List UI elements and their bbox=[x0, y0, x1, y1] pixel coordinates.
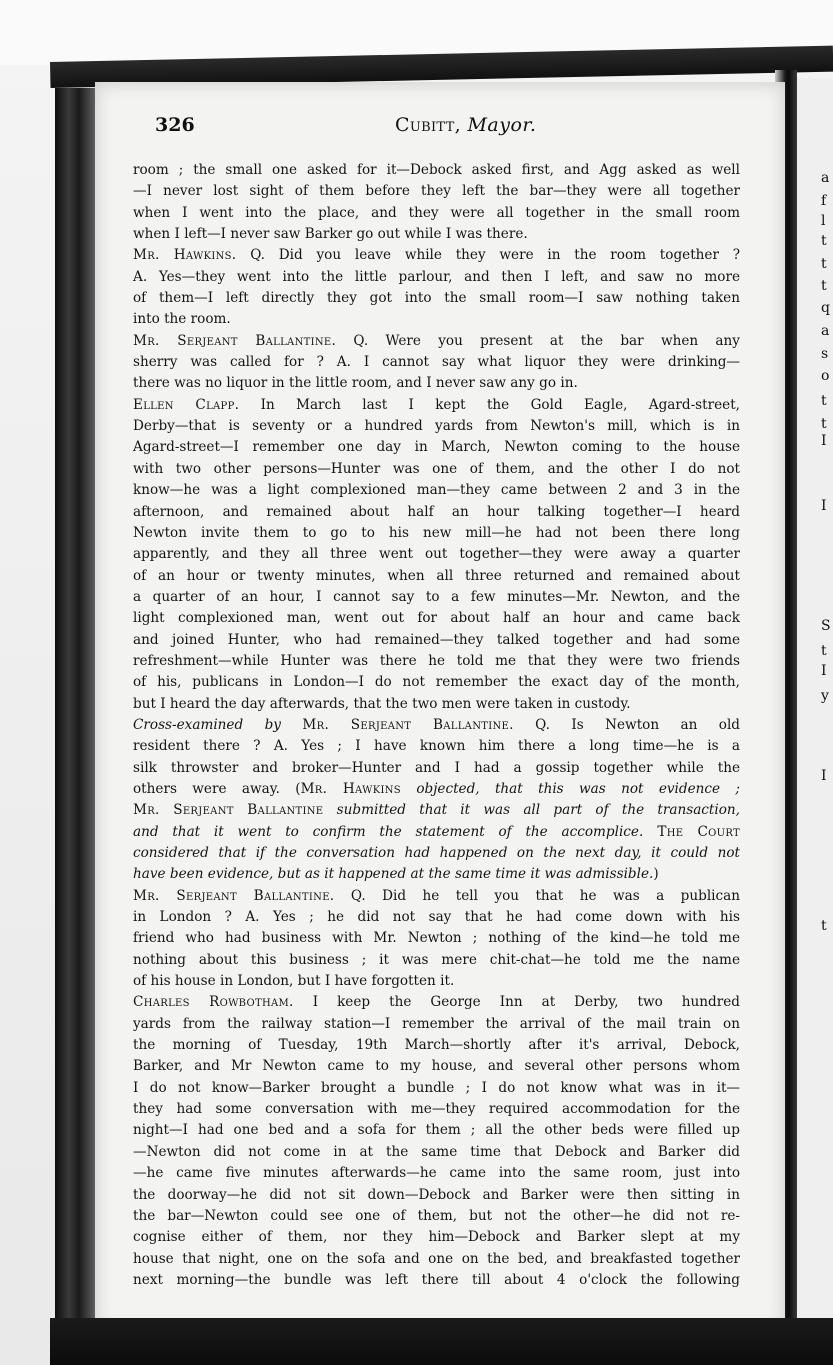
facing-page-fragment: t bbox=[821, 918, 827, 934]
text-line: they had some conversation with me—they required accommodation for the bbox=[133, 1101, 740, 1118]
text-line: considered that if the conversation had happened on the next day, it could not bbox=[133, 845, 740, 861]
facing-page-fragment: q bbox=[821, 300, 830, 316]
facing-page-fragment: o bbox=[821, 368, 830, 384]
text-line: —I never lost sight of them before they left the bar—they were all together bbox=[133, 183, 740, 200]
text-line: friend who had business with Mr. Newton ; nothing of the kind—he told me bbox=[133, 930, 740, 947]
running-head-title: Mayor. bbox=[467, 114, 537, 136]
facing-page-fragment: t bbox=[821, 416, 827, 432]
text-line: room ; the small one asked for it—Debock asked first, and Agg asked as well bbox=[133, 162, 740, 178]
text-line: with two other persons—Hunter was one of them, and the other I do not bbox=[133, 460, 740, 477]
facing-page-fragment: t bbox=[821, 233, 827, 249]
book-bottom-edge bbox=[50, 1318, 833, 1365]
text-line: into the room. bbox=[133, 311, 231, 328]
text-line: there was no liquor in the little room, and I never saw any go in. bbox=[133, 375, 578, 392]
witness-name: Ellen Clapp. bbox=[133, 396, 240, 413]
text-line: of an hour or twenty minutes, when all three returned and remained about bbox=[133, 567, 740, 584]
text-line: the morning of Tuesday, 19th March—shortly after it's arrival, Debock, bbox=[133, 1037, 740, 1054]
text-line: others were away. (Mr. Hawkins objected, that this was not evidence ; bbox=[133, 780, 740, 797]
text-line: have been evidence, but as it happened at the same time it was admissible.) bbox=[133, 866, 659, 883]
facing-page-fragment: a bbox=[821, 323, 830, 339]
speaker-label: Mr. Hawkins bbox=[300, 780, 401, 797]
text-line: Agard-street—I remember one day in March, Newton coming to the house bbox=[133, 439, 740, 456]
facing-page-fragment: f bbox=[821, 193, 827, 209]
text-line: A. Yes—they went into the little parlour, and then I left, and saw no more bbox=[133, 268, 740, 285]
text-line: Mr. Serjeant Ballantine. Q. Did he tell you that he was a publican bbox=[133, 887, 740, 904]
text-line: —he came five minutes afterwards—he came into the same room, just into bbox=[133, 1165, 740, 1182]
text-line: Mr. Serjeant Ballantine. Q. Were you present at the bar when any bbox=[133, 332, 740, 349]
text-line: Derby—that is seventy or a hundred yards from Newton's mill, which is in bbox=[133, 418, 740, 435]
text-line: Mr. Hawkins. Q. Did you leave while they were in the room together ? bbox=[133, 247, 741, 264]
facing-page-fragment: t bbox=[821, 256, 827, 272]
running-head-name: Cubitt, bbox=[395, 114, 461, 136]
speaker-label: The Court bbox=[643, 823, 740, 840]
text-line: the bar—Newton could see one of them, but not the other—he did not re- bbox=[133, 1207, 740, 1224]
text-line: nothing about this business ; it was mere chit-chat—he told me the name bbox=[133, 951, 740, 968]
text-line: when I went into the place, and they were all together in the small room bbox=[133, 204, 740, 221]
speaker-label: Mr. Serjeant Ballantine. bbox=[133, 332, 337, 349]
page-number: 326 bbox=[155, 114, 195, 136]
text-line: cognise either of them, nor they him—Debock and Barker slept at my bbox=[133, 1229, 740, 1246]
text-line: Newton invite them to go to his new mill—he had not been there long bbox=[133, 524, 740, 541]
speaker-label: Mr. Serjeant Ballantine. bbox=[302, 716, 514, 733]
text-line: of his, publicans in London—I do not remember the exact day of the month, bbox=[133, 674, 740, 691]
facing-page-fragment: t bbox=[821, 393, 827, 409]
facing-page-fragment: a bbox=[821, 170, 830, 186]
text-line: resident there ? A. Yes ; I have known him there a long time—he is a bbox=[133, 738, 740, 755]
text-line: but I heard the day afterwards, that the two men were taken in custody. bbox=[133, 695, 631, 712]
text-line: house that night, one on the sofa and one on the bed, and breakfasted together bbox=[133, 1250, 740, 1267]
facing-page-fragment: I bbox=[821, 498, 827, 514]
facing-page-edge bbox=[797, 78, 833, 1328]
running-head bbox=[395, 114, 536, 136]
book-spine-edge bbox=[55, 88, 95, 1328]
text-line: I do not know—Barker brought a bundle ; I do not know what was in it— bbox=[133, 1079, 740, 1096]
facing-page-fragment: S bbox=[821, 618, 831, 634]
text-line: a quarter of an hour, I cannot say to a few minutes—Mr. Newton, and the bbox=[133, 588, 740, 605]
text-line: light complexioned man, went out for about half an hour and came back bbox=[133, 610, 740, 627]
text-line: in London ? A. Yes ; he did not say that he had come down with his bbox=[133, 909, 740, 926]
facing-page-fragment: t bbox=[821, 643, 827, 659]
text-line: Barker, and Mr Newton came to my house, and several other persons whom bbox=[133, 1058, 740, 1075]
text-line: sherry was called for ? A. I cannot say what liquor they were drinking— bbox=[133, 354, 740, 371]
text-line: night—I had one bed and a sofa for them ; all the other beds were filled up bbox=[133, 1122, 740, 1139]
speaker-label: Mr. Serjeant Ballantine bbox=[133, 802, 324, 819]
text-line: know—he was a light complexioned man—they came between 2 and 3 in the bbox=[133, 482, 740, 499]
text-line: the doorway—he did not sit down—Debock and Barker were then sitting in bbox=[133, 1186, 740, 1203]
text-line: Charles Rowbotham. I keep the George Inn at Derby, two hundred bbox=[133, 994, 740, 1011]
text-line: Cross-examined by Mr. Serjeant Ballantine. Q. Is Newton an old bbox=[133, 716, 741, 733]
page-header bbox=[155, 114, 755, 140]
body-text bbox=[133, 160, 740, 1291]
facing-page-fragment: I bbox=[821, 663, 827, 679]
text-line: afternoon, and remained about half an hour talking together—I heard bbox=[133, 503, 740, 520]
text-line: next morning—the bundle was left there till about 4 o'clock the following bbox=[133, 1271, 740, 1288]
text-line: yards from the railway station—I remember the arrival of the mail train on bbox=[133, 1015, 740, 1032]
text-line: of his house in London, but I have forgotten it. bbox=[133, 973, 455, 990]
text-line: of them—I left directly they got into the small room—I saw nothing taken bbox=[133, 290, 740, 307]
text-line: silk throwster and broker—Hunter and I had a gossip together while the bbox=[133, 759, 740, 776]
speaker-label: Mr. Hawkins. bbox=[133, 247, 237, 264]
facing-page-fragment: I bbox=[821, 768, 827, 784]
text-line: Mr. Serjeant Ballantine submitted that it was all part of the transaction, bbox=[133, 802, 740, 819]
facing-page-fragment: I bbox=[821, 433, 827, 449]
text-line: and joined Hunter, who had remained—they talked together and had some bbox=[133, 631, 740, 648]
speaker-label: Mr. Serjeant Ballantine. bbox=[133, 887, 335, 904]
facing-page-fragment: y bbox=[821, 688, 829, 704]
facing-page-fragment: s bbox=[821, 346, 829, 362]
text-line: and that it went to confirm the statement of the accomplice. The Court bbox=[133, 823, 740, 840]
text-line: when I left—I never saw Barker go out while I was there. bbox=[133, 226, 528, 243]
facing-page-fragment: l bbox=[821, 213, 826, 229]
witness-name: Charles Rowbotham. bbox=[133, 994, 294, 1011]
text-line: apparently, and they all three went out together—they were away a quarter bbox=[133, 546, 740, 563]
facing-page-fragment: t bbox=[821, 278, 827, 294]
text-line: refreshment—while Hunter was there he told me that they were two friends bbox=[133, 652, 740, 669]
text-line: Ellen Clapp. In March last I kept the Gold Eagle, Agard-street, bbox=[133, 396, 740, 413]
text-line: —Newton did not come in at the same time that Debock and Barker did bbox=[133, 1143, 740, 1160]
